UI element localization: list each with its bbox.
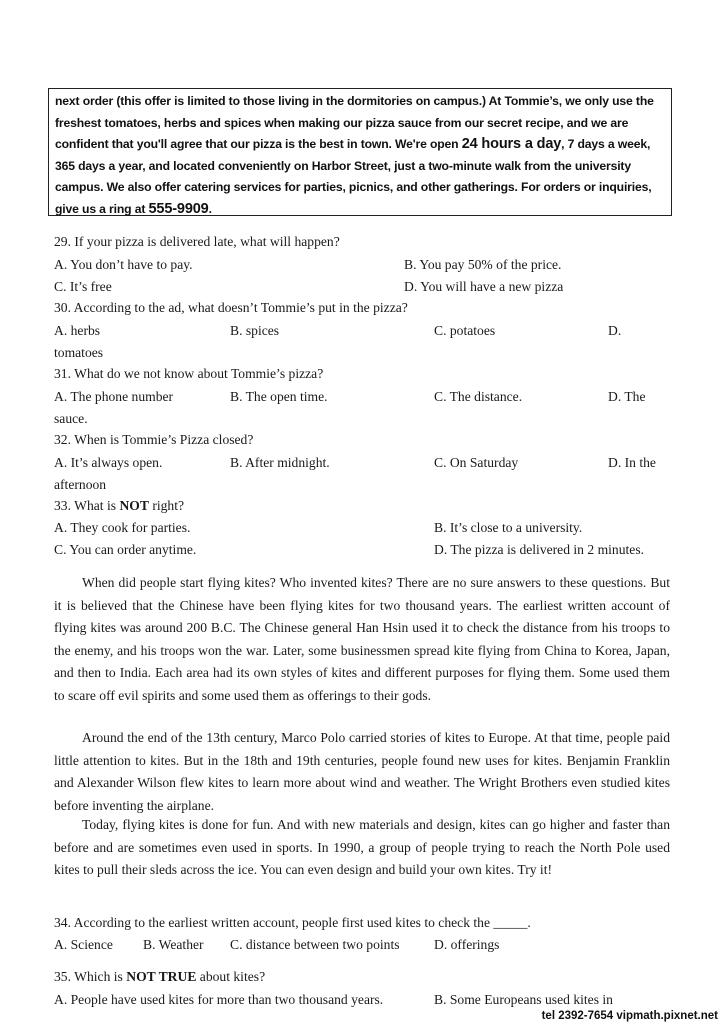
q34-option-b: B. Weather — [143, 937, 204, 952]
q32-option-b: B. After midnight. — [230, 455, 330, 470]
ad-phone: 555-9909 — [148, 200, 209, 217]
q32-question: 32. When is Tommie’s Pizza closed? — [54, 432, 254, 447]
q29-option-c: C. It’s free — [54, 279, 112, 294]
q34-question: 34. According to the earliest written account, people first used kites to check the _____. — [54, 915, 531, 930]
q35-option-a: A. People have used kites for more than two thousand years. — [54, 992, 384, 1007]
ad-hours: 24 hours a day — [461, 136, 562, 153]
q32-option-c: C. On Saturday — [434, 455, 519, 470]
q33-question — [54, 495, 674, 517]
q31-option-b: B. The open time. — [230, 389, 328, 404]
passage-paragraph-2-text: Around the end of the 13th century, Marco Polo carried stories of kites to Europe. At that time, people paid little attention to kites. But in the 18th and 19th centuries, people found new uses for kites. Benjamin Franklin and Alexander Wilson flew kites to learn more about wind and weather. The Wright Brothers even studied kites before inventing the airplane. — [54, 730, 670, 813]
q31-option-a: A. The phone number — [54, 389, 174, 404]
q33-option-a: A. They cook for parties. — [54, 520, 191, 535]
ad-text-part-1: next order (this offer is limited to those living in the dormitories on campus.) At Tommie’s, we only use the freshest tomatoes, herbs and spices when making our pizza sauce from our secret recipe, and we are confident that you'll agree that our pizza is the best in town. We're open — [55, 94, 654, 152]
q31-question: 31. What do we not know about Tommie’s pizza? — [54, 366, 324, 381]
pizza-ad-box — [48, 88, 672, 216]
passage-paragraph-3 — [54, 814, 670, 882]
q31-option-c: C. The distance. — [434, 389, 523, 404]
q33-option-b: B. It’s close to a university. — [434, 520, 583, 535]
ad-text — [55, 91, 665, 221]
q32-option-d: D. In the — [608, 455, 656, 470]
passage-paragraph-2 — [54, 727, 670, 817]
q29-option-a: A. You don’t have to pay. — [54, 257, 193, 272]
q30-question: 30. According to the ad, what doesn’t Tommie’s put in the pizza? — [54, 300, 408, 315]
q33-option-c: C. You can order anytime. — [54, 542, 197, 557]
q31-option-d: D. The — [608, 389, 646, 404]
q34-option-d: D. offerings — [434, 937, 500, 952]
q34-option-a: A. Science — [54, 937, 113, 952]
q35-question-prefix: 35. Which is — [54, 969, 127, 984]
q35-question-suffix: about kites? — [196, 969, 266, 984]
passage-paragraph-1 — [54, 572, 670, 707]
passage-paragraph-1-text: When did people start flying kites? Who invented kites? There are no sure answers to these questions. But it is believed that the Chinese have been flying kites for two thousand years. The earliest written account of flying kites was around 200 B.C. The Chinese general Han Hsin used it to check the distance from his troops to the enemy, and his troops won the war. Later, some businessmen spread kite flying from China to Korea, Japan, and then to India. Each area had its own styles of kites and different purposes for flying them. Some used them to scare off evil spirits and some used them as offerings to their gods. — [54, 575, 670, 703]
passage-paragraph-3-text: Today, flying kites is done for fun. And with new materials and design, kites can go higher and faster than before and are sometimes even used in sports. In 1990, a group of people trying to reach the North Pole used kites to pull their sleds across the ice. You can even design and build your own kites. Try it! — [54, 817, 670, 877]
q29-option-d: D. You will have a new pizza — [404, 279, 564, 294]
q33-option-d: D. The pizza is delivered in 2 minutes. — [434, 542, 645, 557]
q30-option-b: B. spices — [230, 323, 280, 338]
q30-option-d: D. — [608, 323, 622, 338]
q32-option-a: A. It’s always open. — [54, 455, 163, 470]
q33-question-suffix: right? — [148, 498, 185, 513]
q29-option-b: B. You pay 50% of the price. — [404, 257, 562, 272]
q29-question: 29. If your pizza is delivered late, what will happen? — [54, 234, 340, 249]
q31-option-d-continued: sauce. — [54, 411, 88, 426]
q34-option-c: C. distance between two points — [230, 937, 400, 952]
q30-option-a: A. herbs — [54, 323, 101, 338]
footer-contact: tel 2392-7654 vipmath.pixnet.net — [541, 1010, 718, 1022]
q33-question-emphasis: NOT — [119, 498, 149, 513]
q35-option-b: B. Some Europeans used kites in — [434, 992, 613, 1007]
q35-question-emphasis: NOT TRUE — [126, 969, 197, 984]
q30-option-c: C. potatoes — [434, 323, 496, 338]
q33-question-prefix: 33. What is — [54, 498, 120, 513]
ad-text-part-3: . — [208, 201, 212, 216]
q35-question — [54, 966, 674, 988]
q30-option-d-continued: tomatoes — [54, 345, 104, 360]
q32-option-d-continued: afternoon — [54, 477, 107, 492]
ad-text-part-2: , 7 days a week, 365 days a year, and located conveniently on Harbor Street, just a two-minute walk from the university campus. We also offer catering services for parties, picnics, and other gatherings. For orders or inquiries, give us a ring at — [55, 137, 652, 216]
